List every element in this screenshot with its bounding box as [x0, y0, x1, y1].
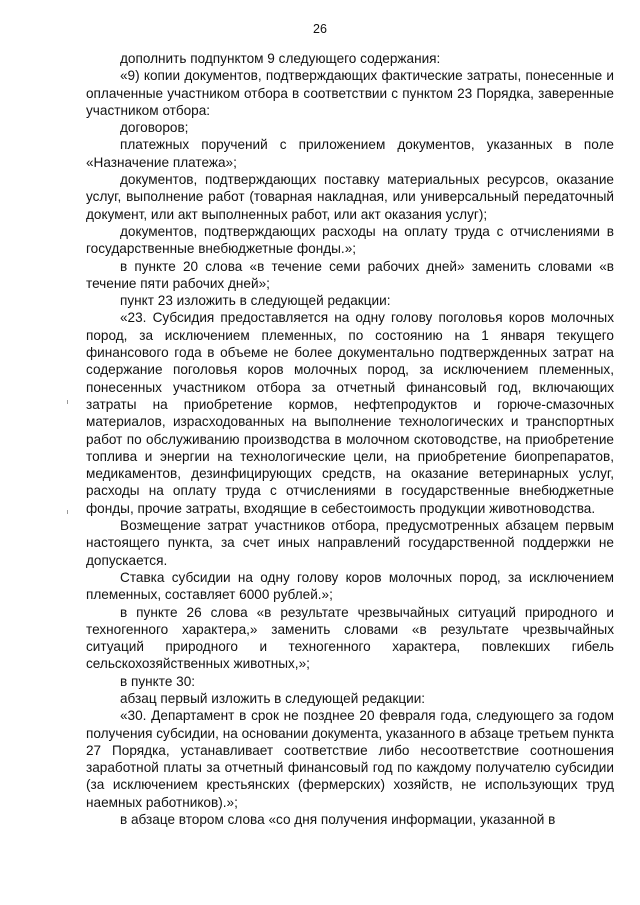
- paragraph: в пункте 26 слова «в результате чрезвычайных ситуаций природного и техногенного характера,» заменить словами «в результате чрезвычайных ситуаций природного и техногенного характера, повлекших гибель сельскохозяйственных животных,»;: [86, 604, 614, 672]
- paragraph: в пункте 20 слова «в течение семи рабочих дней» заменить словами «в течение пяти рабочих дней»;: [86, 258, 614, 291]
- page-number: 26: [313, 22, 327, 36]
- paragraph: дополнить подпунктом 9 следующего содержания:: [120, 51, 441, 66]
- paragraph: документов, подтверждающих расходы на оплату труда с отчислениями в государственные внебюджетные фонды.»;: [86, 223, 614, 257]
- paragraph: абзац первый изложить в следующей редакции:: [120, 690, 426, 706]
- margin-mark: [67, 400, 68, 404]
- paragraph: в пункте 30:: [120, 673, 196, 689]
- paragraph: «30. Департамент в срок не позднее 20 февраля года, следующего за годом получения субсидии, на основании документа, указанного в абзаце третьем пункта 27 Порядка, устанавливает соответствие либо несоответствие соотношения заработной платы за отчетный финансовый год по каждому получателю субсидии (за исключением крестьянских (фермерских) хозяйств, не использующих труд наемных работников).»;: [86, 708, 614, 810]
- paragraph: Ставка субсидии на одну голову коров молочных пород, за исключением племенных, составляет 6000 рублей.»;: [86, 569, 614, 603]
- document-body: [86, 50, 614, 828]
- paragraph: документов, подтверждающих поставку материальных ресурсов, оказание услуг, выполнение работ (товарная накладная, или универсальный передаточный документ, или акт выполненных работ, или акт оказания услуг);: [86, 172, 614, 222]
- paragraph: пункт 23 изложить в следующей редакции:: [120, 293, 391, 309]
- paragraph: «9) копии документов, подтверждающих фактические затраты, понесенные и оплаченные участником отбора в соответствии с пунктом 23 Порядка, заверенные участником отбора:: [86, 68, 614, 118]
- paragraph: «23. Субсидия предоставляется на одну голову поголовья коров молочных пород, за исключением племенных, по состоянию на 1 января текущего финансового года в объеме не более документально подтвержденных затрат на содержание поголовья коров молочных пород, за исключением племенных, понесенных участником отбора за отчетный финансовый год, включающих затраты на приобретение кормов, нефтепродуктов и горюче-смазочных материалов, израсходованных на выполнение технологических и транспортных работ по обслуживанию производства в молочном скотоводстве, на приобретение топлива и энергии на технологические цели, на приобретение биопрепаратов, медикаментов, дезинфицирующих средств, на оказание ветеринарных услуг, расходы на оплату труда с отчислениями в государственные внебюджетные фонды, прочие затраты, входящие в себестоимость продукции животноводства.: [86, 310, 614, 516]
- paragraph: в абзаце втором слова «со дня получения информации, указанной в: [120, 812, 556, 828]
- paragraph: платежных поручений с приложением документов, указанных в поле «Назначение платежа»;: [86, 137, 614, 170]
- margin-mark: [67, 510, 68, 514]
- paragraph: договоров;: [120, 120, 189, 136]
- paragraph: Возмещение затрат участников отбора, предусмотренных абзацем первым настоящего пункта, за счет иных направлений государственной поддержки не допускается.: [86, 518, 614, 568]
